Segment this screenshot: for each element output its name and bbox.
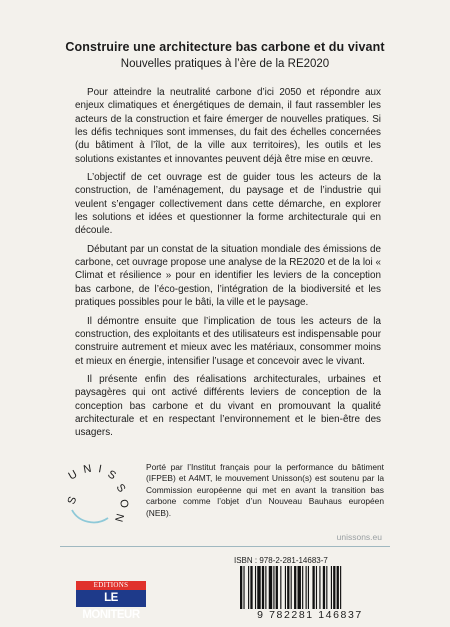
unissons-description: Porté par l’Institut français pour la performance du bâtiment (IFPEB) et A4MT, le mouvement Unisson(s) est soutenu par la Commission européenne qui met en avant la transition bas carbone comme l’objet d’un Nouveau Bauhaus européen (NEB).: [146, 462, 384, 518]
book-subtitle: Nouvelles pratiques à l’ère de la RE2020: [120, 58, 330, 70]
divider: [60, 546, 390, 547]
svg-text:U: U: [66, 468, 80, 483]
svg-text:I: I: [97, 463, 103, 476]
publisher-name: LE MONITEUR: [76, 590, 146, 607]
svg-text:O: O: [117, 498, 131, 509]
paragraph: Pour atteindre la neutralité carbone d’ici 2050 et répondre aux enjeux climatiques et énergétiques de demain, il faut rassembler les acteurs de la construction et faire émerger de nouvelles pratiques. Si les défis techniques sont immenses, du fait des échelles concernées (du bâtiment à l’îlot, de la ville aux territoires), les outils et les solutions existantes et innovantes peuvent déjà être mise en œuvre.: [75, 87, 381, 165]
paragraph: Débutant par un constat de la situation mondiale des émissions de carbone, cet ouvrage propose une analyse de la RE2020 et de la loi « Climat et résilience » pour en identifier les leviers de la conception bas carbone, de l’éco-gestion, l’intégration de la biodiversité et les pratiques possibles pour le bâti, la ville et le paysage.: [75, 243, 381, 309]
book-title: Construire une architecture bas carbone et du vivant: [65, 40, 385, 54]
paragraph: L’objectif de cet ouvrage est de guider tous les acteurs de la construction, de l’aménagement, du paysage et de l’industrie qui veulent s’engager collectivement dans cette démarche, en explorer les solutions et idées et questionner la forme architecturale qui en découle.: [75, 172, 381, 237]
isbn-label: ISBN : 978-2-281-14683-7: [234, 556, 328, 565]
svg-text:S: S: [65, 495, 80, 507]
paragraph: Il démontre ensuite que l’implication de tous les acteurs de la construction, des exploitants et des utilisateurs est indispensable pour construire autrement et mieux avec les matériaux, consommer moins et mieux en énergie, intensifier l’usage et concevoir avec le vivant.: [75, 315, 381, 367]
publisher-logo: [76, 581, 146, 621]
barcode-number: 9 782281 146837: [234, 609, 386, 621]
svg-text:N: N: [112, 512, 126, 524]
back-cover-text: [75, 86, 381, 445]
unissons-logo: [60, 458, 140, 530]
unissons-url[interactable]: unissons.eu: [336, 532, 382, 542]
svg-text:N: N: [82, 462, 93, 476]
publisher-editions: EDITIONS: [76, 581, 146, 590]
svg-text:S: S: [113, 481, 128, 495]
paragraph: Il présente enfin des réalisations architecturales, urbaines et paysagères qui ont activé différents leviers de conception de la conception bas carbone et du vivant en promouvant la qualité architecturale et en respectant l’environnement et le bien-être des usagers.: [75, 373, 381, 439]
svg-text:S: S: [105, 468, 118, 483]
